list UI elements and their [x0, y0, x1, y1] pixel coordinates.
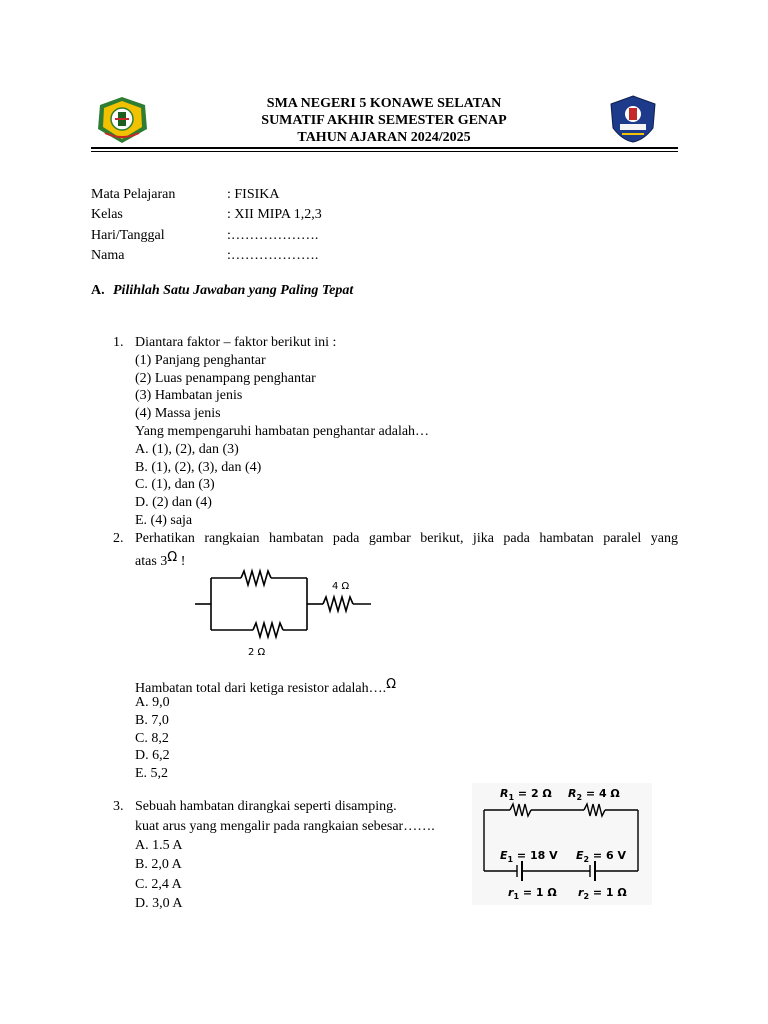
identity-value: : FISIKA [227, 187, 280, 202]
question-number: 1. [113, 335, 124, 350]
circuit-diagram-q3 [472, 783, 652, 905]
header-divider-thick [91, 147, 678, 149]
exam-title: SUMATIF AKHIR SEMESTER GENAP [261, 113, 507, 128]
ohm-symbol: Ω [386, 677, 397, 692]
resistor-label-2ohm: 2 Ω [248, 647, 266, 658]
list-item: (4) Massa jenis [135, 406, 221, 421]
answer-option: C. 2,4 A [135, 877, 182, 892]
answer-option: D. 6,2 [135, 748, 170, 763]
identity-value: : XII MIPA 1,2,3 [227, 207, 322, 222]
answer-option: B. (1), (2), (3), dan (4) [135, 460, 262, 475]
identity-label: Kelas [91, 207, 123, 222]
question-prompt-line [135, 676, 396, 697]
circuit-diagram-q2 [193, 568, 373, 660]
question-number: 2. [113, 531, 124, 546]
answer-option: B. 7,0 [135, 713, 169, 728]
identity-label: Nama [91, 248, 125, 263]
question-prompt: Hambatan total dari ketiga resistor adalah…. [135, 681, 387, 696]
academic-year: TAHUN AJARAN 2024/2025 [297, 130, 471, 145]
question-prompt: Yang mempengaruhi hambatan penghantar adalah… [135, 424, 430, 439]
ohm-symbol: Ω [167, 550, 178, 565]
answer-option: B. 2,0 A [135, 857, 182, 872]
answer-option: C. 8,2 [135, 731, 169, 746]
list-item: (1) Panjang penghantar [135, 353, 266, 368]
identity-label: Hari/Tanggal [91, 228, 165, 243]
stem-suffix: ! [177, 554, 186, 569]
stem-text: atas 3 [135, 554, 168, 569]
emf-label-e1: $E_1 = 18$ V [500, 849, 558, 864]
list-item: (2) Luas penampang penghantar [135, 371, 316, 386]
question-stem-line2: kuat arus yang mengalir pada rangkaian sebesar……. [135, 819, 435, 834]
answer-option: D. 3,0 A [135, 896, 183, 911]
question-stem-line2 [135, 549, 185, 570]
resistor-label-r1: $R_1 = 2$ Ω [500, 787, 552, 802]
emf-label-e2: $E_2 = 6$ V [576, 849, 626, 864]
section-title: Pilihlah Satu Jawaban yang Paling Tepat [113, 283, 354, 298]
question-stem: Diantara faktor – faktor berikut ini : [135, 335, 337, 350]
answer-option: D. (2) dan (4) [135, 495, 212, 510]
answer-option: E. 5,2 [135, 766, 169, 781]
answer-option: A. 1.5 A [135, 838, 183, 853]
list-item: (3) Hambatan jenis [135, 388, 243, 403]
resistor-label-r2: $R_2 = 4$ Ω [568, 787, 620, 802]
answer-option: E. (4) saja [135, 513, 193, 528]
identity-value: :………………. [227, 248, 319, 263]
school-name: SMA NEGERI 5 KONAWE SELATAN [266, 96, 502, 111]
question-number: 3. [113, 799, 124, 814]
section-letter: A. [91, 283, 105, 298]
question-stem: Perhatikan rangkaian hambatan pada gambar berikut, jika pada hambatan paralel yang [135, 531, 678, 546]
question-stem: Sebuah hambatan dirangkai seperti disamping. [135, 799, 397, 814]
internal-resistance-r2: $r_2 = 1$ Ω [578, 886, 627, 901]
header-divider-thin [91, 151, 678, 152]
resistor-label-4ohm: 4 Ω [332, 581, 350, 592]
identity-value: :………………. [227, 228, 319, 243]
identity-label: Mata Pelajaran [91, 187, 176, 202]
answer-option: A. (1), (2), dan (3) [135, 442, 239, 457]
answer-option: A. 9,0 [135, 695, 170, 710]
answer-option: C. (1), dan (3) [135, 477, 215, 492]
internal-resistance-r1: $r_1 = 1$ Ω [508, 886, 557, 901]
